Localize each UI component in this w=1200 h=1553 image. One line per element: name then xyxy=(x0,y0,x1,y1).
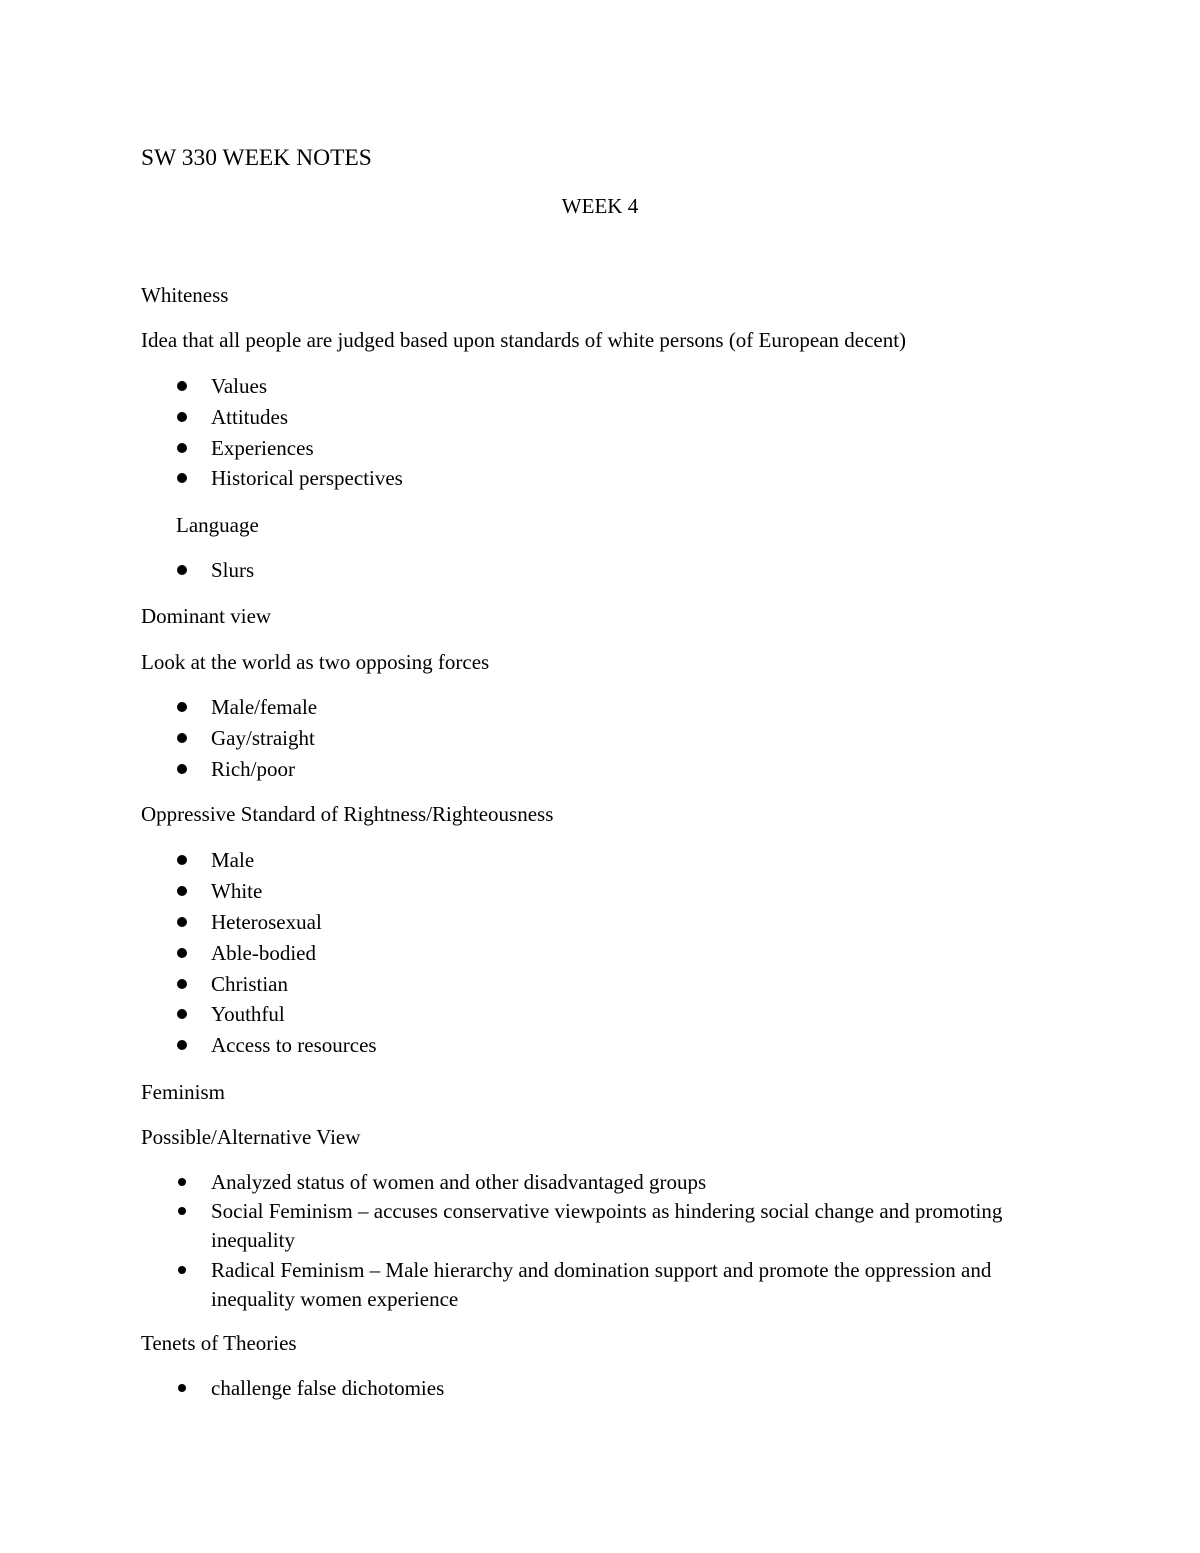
list-item: Analyzed status of women and other disadvantaged groups xyxy=(211,1170,707,1194)
whiteness-definition: Idea that all people are judged based upon standards of white persons (of European decent) xyxy=(141,328,907,352)
bullet-icon xyxy=(177,979,187,989)
bullet-icon xyxy=(177,702,187,712)
list-item: Christian xyxy=(211,972,288,996)
bullet-icon xyxy=(177,1009,187,1019)
bullet-icon xyxy=(177,764,187,774)
list-item: White xyxy=(211,879,263,903)
list-item: Male/female xyxy=(211,695,318,719)
document-title: SW 330 WEEK NOTES xyxy=(141,145,372,171)
section-heading-tenets: Tenets of Theories xyxy=(141,1331,297,1355)
bullet-icon xyxy=(177,948,187,958)
feminism-subheading: Possible/Alternative View xyxy=(141,1125,361,1149)
bullet-icon xyxy=(177,473,187,483)
bullet-icon xyxy=(177,412,187,422)
bullet-icon xyxy=(177,1040,187,1050)
list-item: Radical Feminism – Male hierarchy and domination support and promote the oppression and inequality women experience xyxy=(211,1258,992,1311)
list-item: challenge false dichotomies xyxy=(211,1376,445,1400)
bullet-icon xyxy=(178,1266,186,1274)
list-item: Values xyxy=(211,374,267,398)
list-item: Experiences xyxy=(211,436,314,460)
bullet-icon xyxy=(177,565,187,575)
list-item: Historical perspectives xyxy=(211,466,403,490)
bullet-icon xyxy=(177,381,187,391)
dominant-definition: Look at the world as two opposing forces xyxy=(141,650,490,674)
list-item: Access to resources xyxy=(211,1033,377,1057)
bullet-icon xyxy=(177,917,187,927)
bullet-icon xyxy=(178,1207,186,1215)
list-item: Social Feminism – accuses conservative viewpoints as hindering social change and promoting inequality xyxy=(211,1199,1003,1252)
list-item: Gay/straight xyxy=(211,726,315,750)
list-item: Able-bodied xyxy=(211,941,316,965)
bullet-icon xyxy=(177,733,187,743)
list-item: Rich/poor xyxy=(211,757,295,781)
list-item: Male xyxy=(211,848,255,872)
section-heading-oppressive-standard: Oppressive Standard of Rightness/Righteousness xyxy=(141,802,554,826)
language-heading: Language xyxy=(176,513,259,537)
bullet-icon xyxy=(177,855,187,865)
bullet-icon xyxy=(178,1178,186,1186)
week-heading: WEEK 4 xyxy=(561,194,639,218)
bullet-icon xyxy=(177,886,187,896)
list-item: Youthful xyxy=(211,1002,285,1026)
bullet-icon xyxy=(177,443,187,453)
list-item: Heterosexual xyxy=(211,910,322,934)
list-item: Slurs xyxy=(211,558,255,582)
section-heading-feminism: Feminism xyxy=(141,1080,226,1104)
section-heading-whiteness: Whiteness xyxy=(141,283,229,307)
section-heading-dominant-view: Dominant view xyxy=(141,604,272,628)
list-item: Attitudes xyxy=(211,405,288,429)
bullet-icon xyxy=(178,1384,186,1392)
